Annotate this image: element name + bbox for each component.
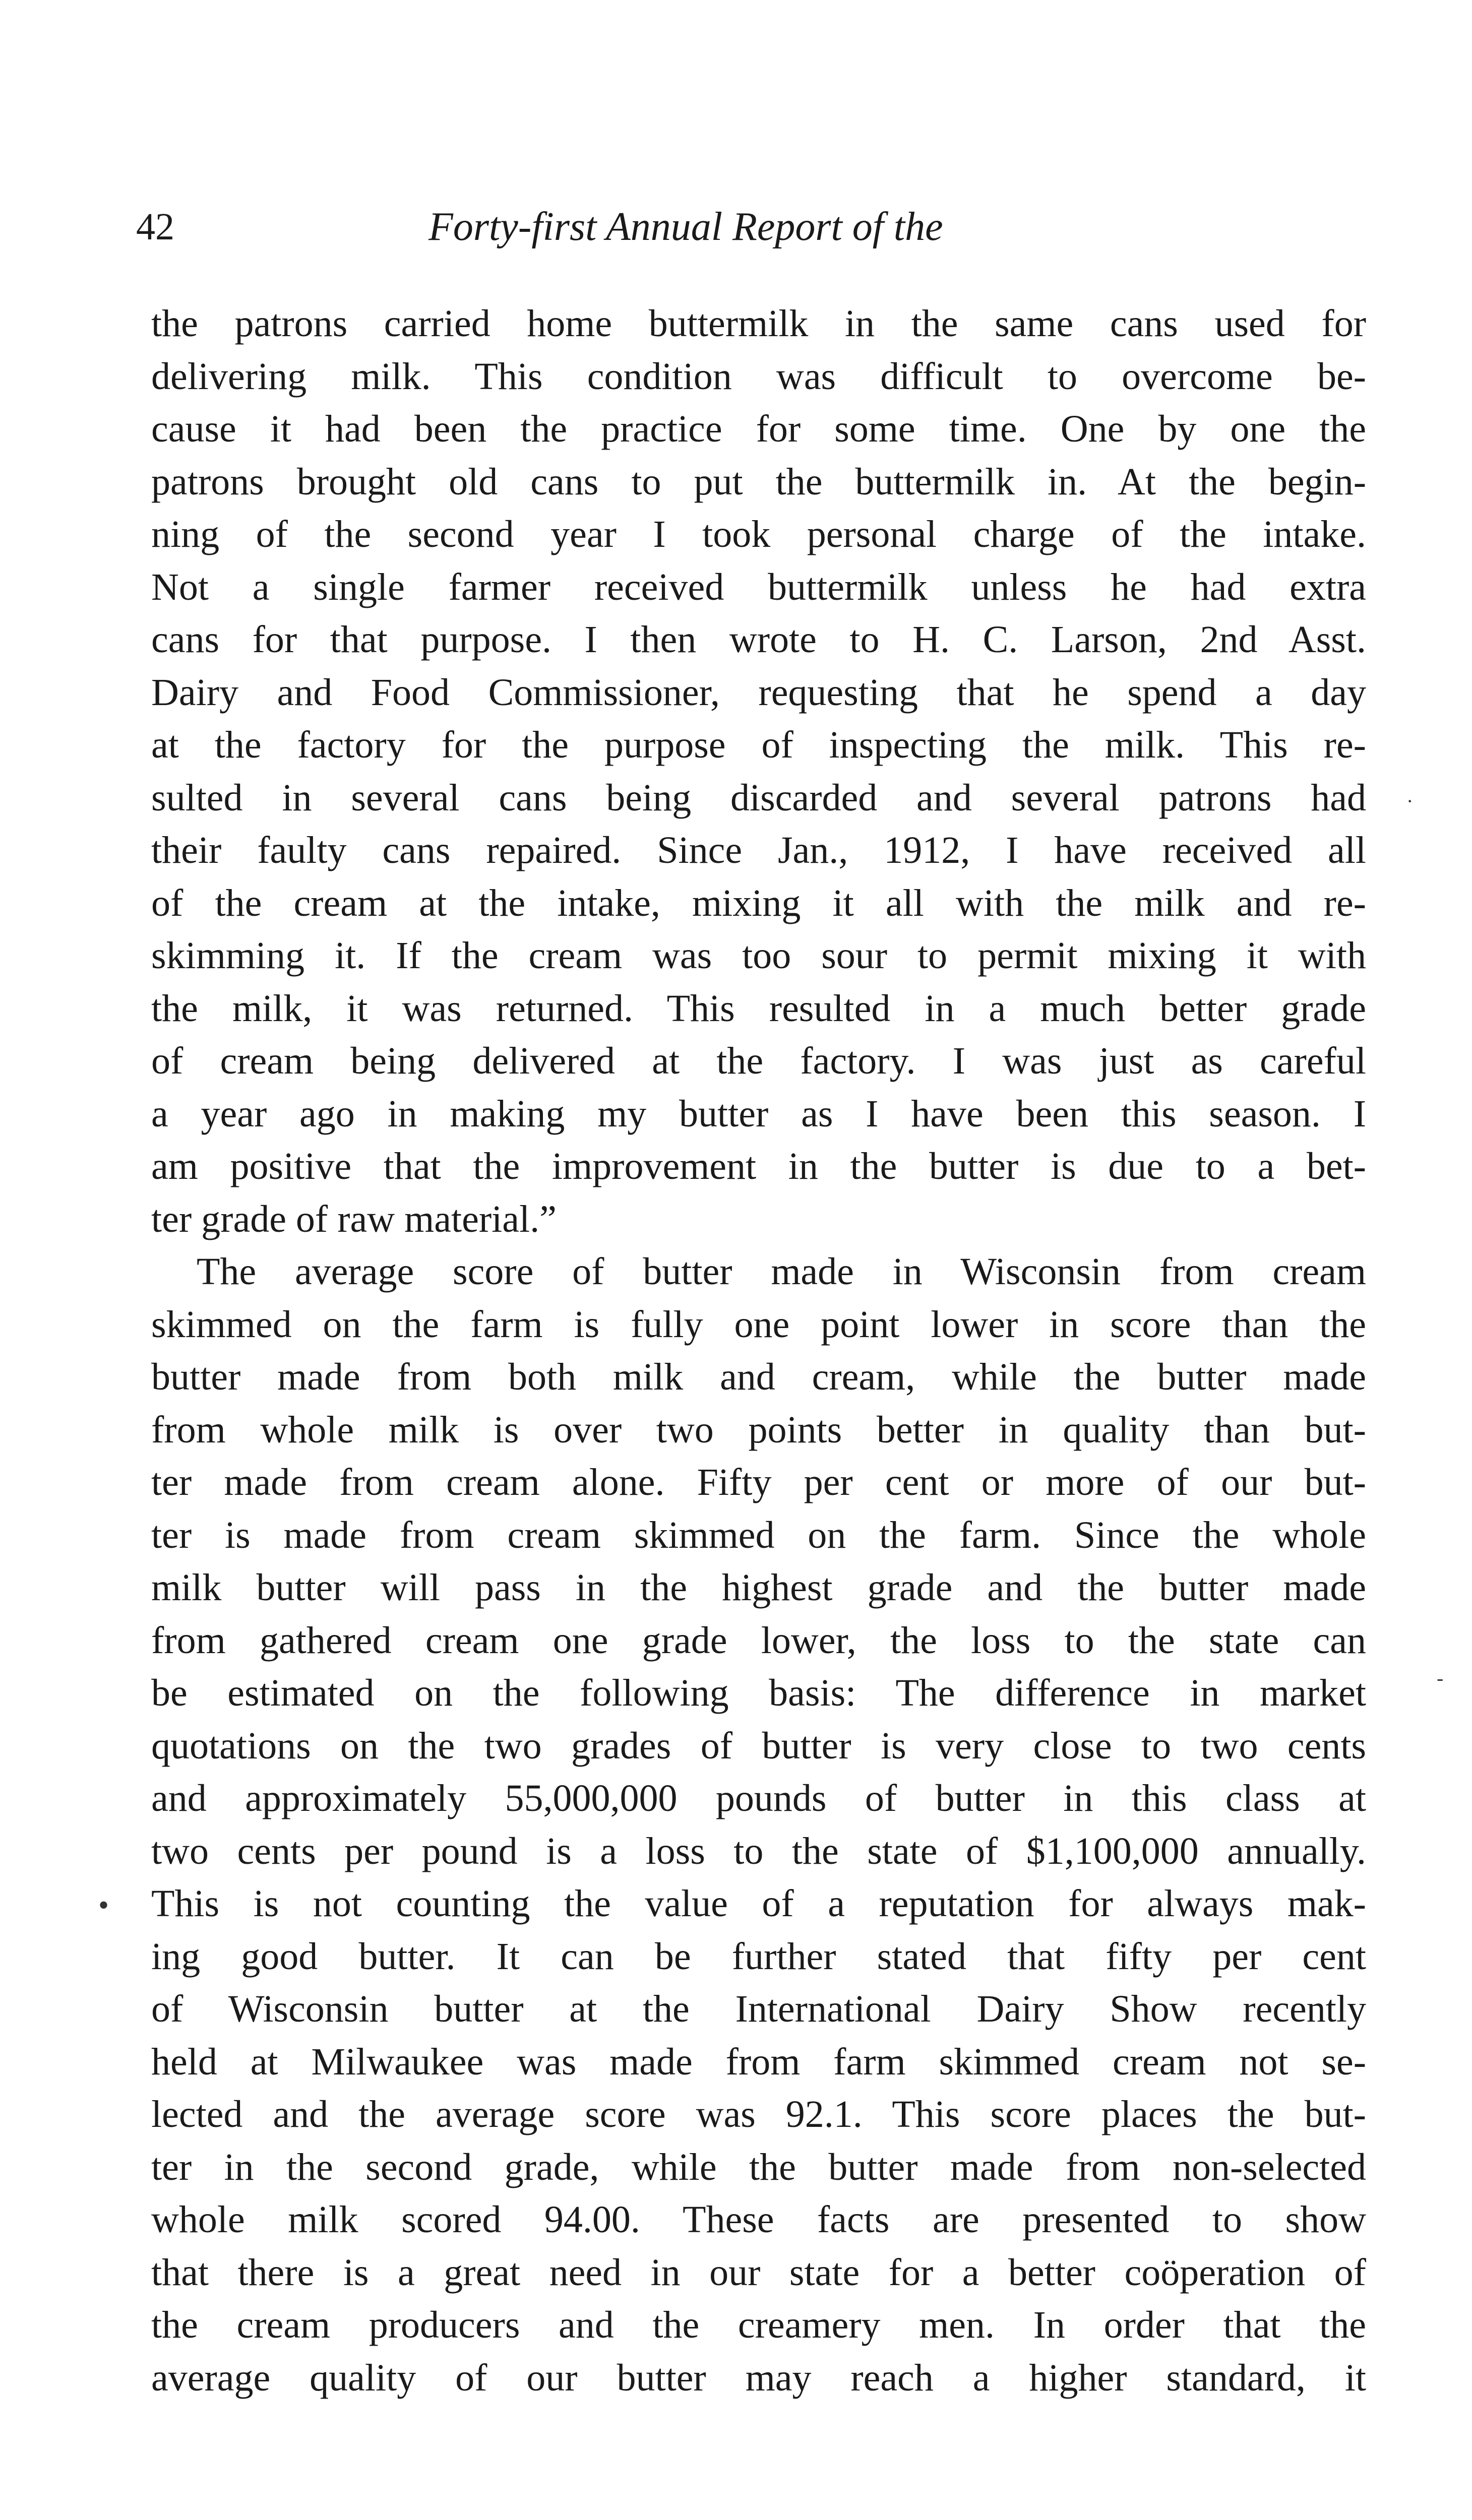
text-line: Dairy and Food Commissioner, requesting that he spend a day — [151, 671, 1366, 714]
text-line: ing good butter. It can be further stated that fifty per cent — [151, 1935, 1366, 1978]
text-line: skimming it. If the cream was too sour to permit mixing it with — [151, 934, 1366, 977]
text-line: cans for that purpose. I then wrote to H. C. Larson, 2nd Asst. — [151, 618, 1366, 661]
text-line: of Wisconsin butter at the International Dairy Show recently — [151, 1988, 1366, 2030]
text-line: and approximately 55,000,000 pounds of butter in this class at — [151, 1777, 1366, 1819]
text-line: from gathered cream one grade lower, the loss to the state can — [151, 1619, 1366, 1662]
text-line: of cream being delivered at the factory. I was just as careful — [151, 1040, 1366, 1082]
text-line: the milk, it was returned. This resulted in a much better grade — [151, 987, 1366, 1030]
text-line: sulted in several cans being discarded and several patrons had — [151, 776, 1366, 819]
text-line: ter made from cream alone. Fifty per cent or more of our but- — [151, 1461, 1366, 1503]
text-line: whole milk scored 94.00. These facts are presented to show — [151, 2198, 1366, 2241]
text-line: skimmed on the farm is fully one point lower in score than the — [151, 1303, 1366, 1346]
text-line: am positive that the improvement in the butter is due to a bet- — [151, 1145, 1366, 1187]
text-line: milk butter will pass in the highest grade and the butter made — [151, 1566, 1366, 1609]
text-line-paragraph-start: The average score of butter made in Wisconsin from cream — [197, 1250, 1366, 1293]
text-line: of the cream at the intake, mixing it all with the milk and re- — [151, 881, 1366, 924]
text-line: a year ago in making my butter as I have been this season. I — [151, 1092, 1366, 1135]
text-line: cause it had been the practice for some time. One by one the — [151, 408, 1366, 450]
text-line: their faulty cans repaired. Since Jan., 1912, I have received all — [151, 829, 1366, 871]
text-line: patrons brought old cans to put the buttermilk in. At the begin- — [151, 460, 1366, 503]
scan-speck-mark: - — [1437, 1667, 1444, 1689]
text-line: quotations on the two grades of butter is very close to two cents — [151, 1724, 1366, 1767]
text-line: ter is made from cream skimmed on the farm. Since the whole — [151, 1514, 1366, 1556]
text-line: lected and the average score was 92.1. This score places the but- — [151, 2093, 1366, 2135]
text-line: from whole milk is over two points better in quality than but- — [151, 1408, 1366, 1451]
text-line: two cents per pound is a loss to the state of $1,100,000 annually. — [151, 1830, 1366, 1872]
text-line: ter grade of raw material.” — [151, 1198, 557, 1240]
text-line: be estimated on the following basis: The difference in market — [151, 1672, 1366, 1714]
text-line: Not a single farmer received buttermilk unless he had extra — [151, 565, 1366, 608]
text-line: This is not counting the value of a reputation for always mak- — [151, 1882, 1366, 1925]
text-line: the patrons carried home buttermilk in the same cans used for — [151, 302, 1366, 345]
text-line: that there is a great need in our state for a better coöperation of — [151, 2251, 1366, 2294]
body-text — [151, 297, 1366, 2404]
text-line: at the factory for the purpose of inspecting the milk. This re- — [151, 724, 1366, 766]
page-number: 42 — [136, 206, 174, 248]
text-line: average quality of our butter may reach a higher standard, it — [151, 2356, 1366, 2399]
text-line: the cream producers and the creamery men. In order that the — [151, 2304, 1366, 2346]
text-line: butter made from both milk and cream, while the butter made — [151, 1356, 1366, 1398]
text-line: delivering milk. This condition was difficult to overcome be- — [151, 355, 1366, 398]
running-title: Forty-first Annual Report of the — [428, 205, 943, 249]
margin-dot-mark: • — [98, 1888, 109, 1922]
running-head — [136, 199, 1074, 255]
text-line: ning of the second year I took personal charge of the intake. — [151, 513, 1366, 555]
text-line: ter in the second grade, while the butter made from non-selected — [151, 2146, 1366, 2188]
scan-speck-mark: · — [1406, 790, 1414, 812]
text-line: held at Milwaukee was made from farm skimmed cream not se- — [151, 2040, 1366, 2083]
